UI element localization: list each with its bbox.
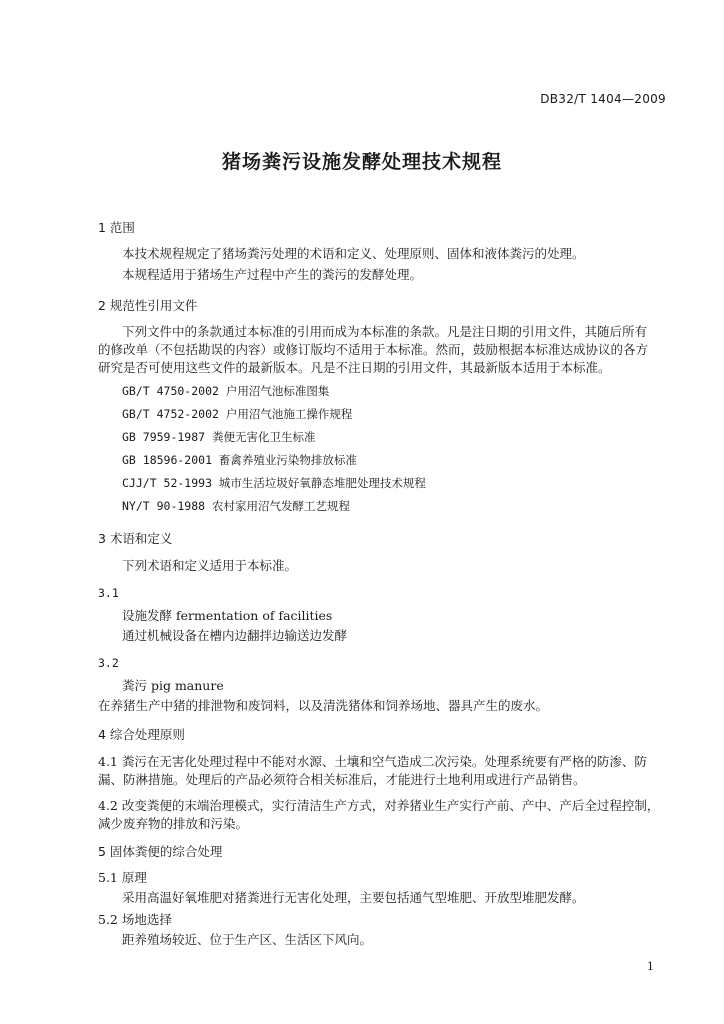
term-number: 3.1 [98,586,119,600]
clause-5-2-heading: 5.2 场地选择 [98,912,172,927]
clause-4-2-line-1: 4.2 改变粪便的末端治理模式，实行清洁生产方式，对养猪业生产实行产前、产中、产后全过程控制， [98,798,660,813]
section-2-para-line-1: 下列文件中的条款通过本标准的引用而成为本标准的条款。凡是注日期的引用文件，其随后所有 [122,324,648,339]
section-5-heading: 5 固体粪便的综合处理 [98,844,223,859]
page-number: 1 [647,960,654,973]
clause-5-1-heading: 5.1 原理 [98,870,147,885]
section-2-para-line-2: 的修改单（不包括勘误的内容）或修订版均不适用于本标准。然而，鼓励根据本标准达成协议的各方 [98,342,649,357]
section-3-heading: 3 术语和定义 [98,531,173,546]
clause-5-2-text: 距养殖场较近、位于生产区、生活区下风向。 [122,932,373,947]
term-number: 3.2 [98,656,119,670]
term-definition: 通过机械设备在槽内边翻拌边输送边发酵 [122,628,348,643]
section-1-para-1: 本技术规程规定了猪场粪污处理的术语和定义、处理原则、固体和液体粪污的处理。 [122,246,585,261]
reference-item: GB 18596-2001 畜禽养殖业污染物排放标准 [122,453,357,467]
section-4-heading: 4 综合处理原则 [98,727,185,742]
section-2-heading: 2 规范性引用文件 [98,298,198,313]
term-title: 粪污 pig manure [122,678,224,693]
reference-item: NY/T 90-1988 农村家用沼气发酵工艺规程 [122,499,351,513]
section-1-heading: 1 范围 [98,220,135,235]
term-definition: 在养猪生产中猪的排泄物和废饲料，以及清洗猪体和饲养场地、器具产生的废水。 [98,698,549,713]
clause-4-1-line-2: 漏、防淋措施。处理后的产品必须符合相关标准后，才能进行土地利用或进行产品销售。 [98,772,586,787]
reference-item: GB/T 4750-2002 户用沼气池标准图集 [122,384,330,398]
clause-4-1-line-1: 4.1 粪污在无害化处理过程中不能对水源、土壤和空气造成二次污染。处理系统要有严格的防渗、防 [98,754,647,769]
clause-4-2-line-2: 减少废弃物的排放和污染。 [98,816,249,831]
section-1-para-2: 本规程适用于猪场生产过程中产生的粪污的发酵处理。 [122,267,423,282]
term-title: 设施发酵 fermentation of facilities [122,608,333,623]
reference-item: GB/T 4752-2002 户用沼气池施工操作规程 [122,407,353,421]
reference-item: CJJ/T 52-1993 城市生活垃圾好氧静态堆肥处理技术规程 [122,476,426,490]
standard-code: DB32/T 1404—2009 [540,92,666,106]
section-3-intro: 下列术语和定义适用于本标准。 [122,558,298,573]
section-2-para-line-3: 研究是否可使用这些文件的最新版本。凡是不注日期的引用文件，其最新版本适用于本标准。 [98,360,611,375]
reference-item: GB 7959-1987 粪便无害化卫生标准 [122,430,316,444]
clause-5-1-text: 采用高温好氧堆肥对猪粪进行无害化处理，主要包括通气型堆肥、开放型堆肥发酵。 [122,890,585,905]
page-title: 猪场粪污设施发酵处理技术规程 [221,151,502,173]
